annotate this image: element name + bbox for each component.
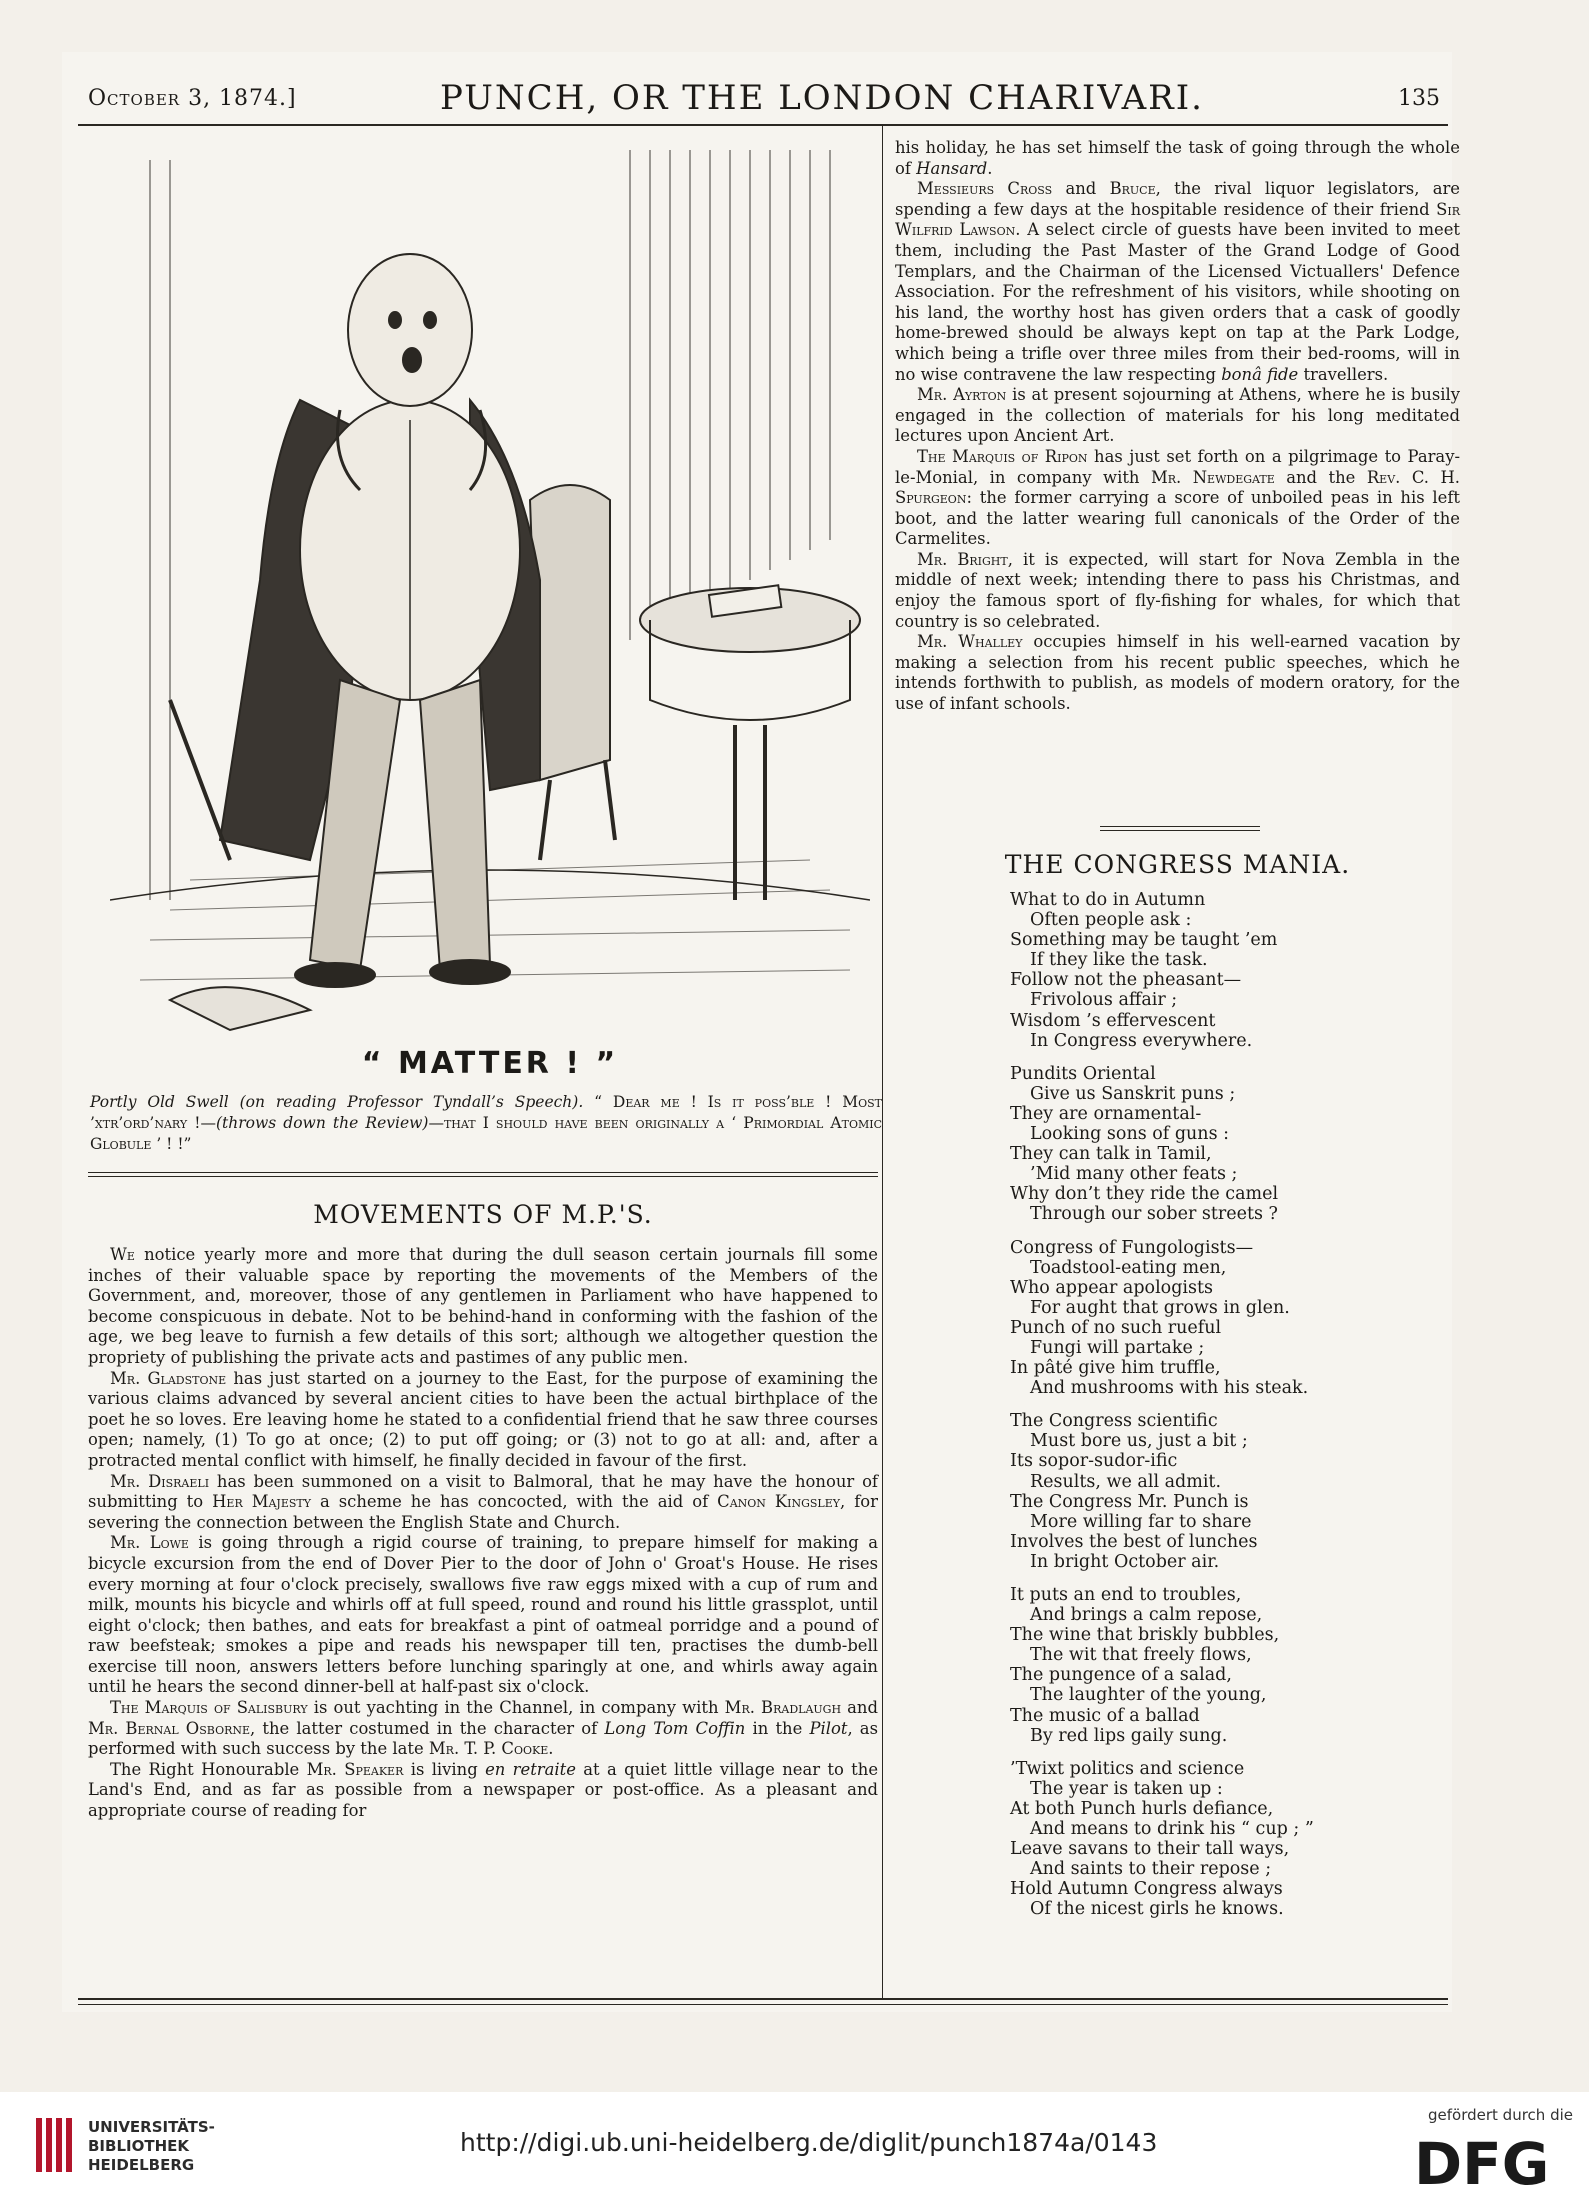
c4-newdegate: Mr. Newdegate [1150,467,1275,487]
c2-body-a: and [1065,179,1097,199]
header-title: PUNCH, OR THE LONDON CHARIVARI. [440,78,1204,118]
continued-para-5 [895,550,1460,632]
poem-line: And saints to their repose ; [1030,1859,1272,1880]
movements-para-5 [88,1698,878,1760]
p5-cooke: Mr. T. P. Cooke [428,1739,549,1759]
poem-line: Pundits Oriental [1010,1063,1156,1084]
p4-body: is going through a rigid course of training, to prepare himself for making a bicycle excursion from the end of Dover Pier to the door of John o' Groat's House. He rises every morning at four o'clock precisely, swallows five raw eggs mixed with a cup of rum and milk, mounts his bicycle and whirls off at full speed, round and round his little grassplot, until eight o'clock; then bathes, and eats for breakfast a pint of oatmeal porridge and a pound of raw beefsteak; smokes a pipe and reads his newspaper till ten, practises the dumb-bell exercise till noon, answers letters before lunching sparingly at one, and whirls away again until he hears the second dinner-bell at half-past six o'clock. [88,1533,878,1697]
page-bottom-rule [78,1998,1448,2000]
poem-title: THE CONGRESS MANIA. [1004,850,1351,879]
poem-stanza-2 [1010,1064,1430,1225]
caption-separator [88,1172,878,1173]
p5-body-b: and [847,1698,878,1718]
poem-line: Its sopor-sudor-ific [1010,1451,1178,1472]
poem-line: Leave savans to their tall ways, [1010,1839,1290,1860]
poem-line: Through our sober streets ? [1030,1204,1278,1225]
movements-title: MOVEMENTS OF M.P.'S. [313,1200,653,1229]
cartoon-title: “ MATTER ! ” [361,1046,619,1081]
caption-quote-a: “ Dear me ! Is it poss’ble ! Most ’xtr’ord’nary !— [90,1093,883,1132]
poem-stanza-1 [1010,890,1430,1051]
c2-body-d: travellers. [1303,364,1389,384]
caption-quote-b: —that I should have been originally a ‘ Primordial Atomic Globule ’ ! !” [90,1114,882,1153]
c2-lawson: Sir Wilfrid Lawson [895,199,1460,240]
p3-body-b: a scheme he has concocted, with the aid of [320,1492,709,1512]
library-line-3: HEIDELBERG [88,2156,195,2174]
poem-line: Give us Sanskrit puns ; [1030,1083,1236,1104]
p5-body-d: in the [752,1718,803,1738]
poem-line: Frivolous affair ; [1030,990,1178,1011]
p6-body-a: is living [410,1759,478,1779]
library-line-1: UNIVERSITÄTS- [88,2118,215,2136]
poem-line: Fungi will partake ; [1030,1337,1205,1358]
poem-line: Often people ask : [1030,910,1192,931]
poem-line: Why don’t they ride the camel [1010,1184,1279,1205]
poem-line: ’Mid many other feats ; [1030,1164,1238,1185]
c1-end: . [987,158,993,178]
c2-body-c: . A select circle of guests have been invited to meet them, including the Past Master of the Grand Lodge of Good Templars, and the Chairman of the Licensed Victuallers' Defence Association. For the refreshment of his visitors, while shooting on his land, the worthy host has given orders that a cask of goodly home-brewed should be always kept on tap at the Park Lodge, which being a trifle over three miles from their bed-rooms, will in no wise contravene the law respecting [895,220,1460,384]
p5-body-e: , as performed with such success by the late [88,1718,878,1759]
p1-lead: We [110,1245,135,1264]
continued-para-3 [895,385,1460,447]
c1-hansard: Hansard [916,158,988,178]
continued-para-2 [895,179,1460,385]
source-url[interactable]: http://digi.ub.uni-heidelberg.de/diglit/punch1874a/0143 [460,2128,1158,2157]
c2-lead: Messieurs Cross [917,179,1053,199]
poem-line: Looking sons of guns : [1030,1124,1230,1145]
poem-line: At both Punch hurls defiance, [1010,1798,1274,1819]
poem-line: They can talk in Tamil, [1010,1144,1212,1165]
c3-lead: Mr. Ayrton [917,385,1007,405]
p5-lead: The Marquis of Salisbury [110,1698,308,1718]
c4-body-a: has just set forth on a pilgrimage to Paray-le-Monial, in company with [895,446,1460,487]
poem-line: In Congress everywhere. [1030,1030,1253,1051]
c2-bona-fide: bonâ fide [1221,364,1299,384]
caption-stage-direction: (throws down the Review) [215,1114,429,1132]
poem-line: In pâté give him truffle, [1010,1358,1221,1379]
p3-lead: Mr. Disraeli [110,1471,210,1491]
c4-body-b: and the [1286,467,1356,487]
poem-stanza-3 [1010,1238,1430,1399]
poem-line: And brings a calm repose, [1030,1605,1263,1626]
poem-stanza-6 [1010,1759,1430,1920]
funded-by-label: gefördert durch die [1428,2106,1573,2124]
movements-para-3 [88,1472,878,1534]
poem-line: By red lips gaily sung. [1030,1725,1228,1746]
p3-kingsley: Canon Kingsley [717,1492,841,1512]
poem-line: ’Twixt politics and science [1010,1758,1245,1779]
university-library-logo-icon [36,2118,76,2172]
poem-line: Of the nicest girls he knows. [1030,1899,1284,1920]
poem-line: The Congress Mr. Punch is [1010,1491,1249,1512]
header-page-number: 135 [1398,86,1440,111]
c6-body: occupies himself in his well-earned vacation by making a selection from his recent public speeches, which he intends forthwith to publish, as models of modern oratory, for the use of infant schools. [895,632,1460,714]
movements-para-6 [88,1760,878,1822]
poem-body [1010,890,1430,1933]
c6-lead: Mr. Whalley [917,632,1023,652]
continued-para-4 [895,447,1460,550]
poem-line: Follow not the pheasant— [1010,970,1242,991]
p6-speaker: Mr. Speaker [306,1759,404,1779]
dfg-logo-text: DFG [1414,2130,1550,2194]
poem-line: Wisdom ’s effervescent [1010,1010,1216,1031]
poem-stanza-5 [1010,1585,1430,1746]
p6-lead: The Right Honourable [110,1759,300,1779]
page-bottom-rule-2 [78,2004,1448,2005]
movements-continued [895,138,1460,715]
p5-body-c: , the latter costumed in the character of [250,1718,598,1738]
poem-line: The pungence of a salad, [1010,1665,1232,1686]
poem-line: Toadstool-eating men, [1030,1257,1227,1278]
movements-para-1 [88,1245,878,1369]
poem-line: Results, we all admit. [1030,1471,1222,1492]
poem-line: If they like the task. [1030,950,1208,971]
poem-line: And mushrooms with his steak. [1030,1378,1309,1399]
poem-line: The year is taken up : [1030,1778,1223,1799]
p5-bradlaugh: Mr. Bradlaugh [724,1698,842,1718]
poem-line: The laughter of the young, [1030,1685,1267,1706]
poem-line: The wine that briskly bubbles, [1010,1625,1280,1646]
poem-line: Congress of Fungologists— [1010,1237,1254,1258]
c2-bruce: Bruce [1109,179,1156,199]
dfg-logo-icon [1410,2128,1570,2194]
p5-body-f: . [548,1739,554,1759]
p6-en-retraite: en retraite [485,1759,576,1779]
library-name [88,2118,215,2175]
c4-body-c: : the former carrying a score of unboiled peas in his left boot, and the latter wearing full canonicals of the Order of the Carmelites. [895,488,1460,549]
c2-body-b: , the rival liquor legislators, are spending a few days at the hospitable residence of their friend [895,179,1460,219]
poem-line: The Congress scientific [1010,1411,1218,1432]
movements-para-4 [88,1533,878,1698]
continued-para-1 [895,138,1460,179]
poem-line: The wit that freely flows, [1030,1645,1252,1666]
column-divider [882,126,883,1998]
p5-osborne: Mr. Bernal Osborne [88,1718,251,1738]
c4-spurgeon: Rev. C. H. Spurgeon [895,467,1460,508]
poem-line: In bright October air. [1030,1551,1220,1572]
p4-lead: Mr. Lowe [110,1533,189,1553]
poem-line: They are ornamental- [1010,1103,1202,1124]
p6-body-b: at a quiet little village near to the Land's End, and as far as possible from a newspaper or post-office. As a pleasant and appropriate course of reading for [88,1759,879,1821]
caption-speaker: Portly Old Swell [90,1093,229,1111]
cartoon-caption [90,1092,882,1155]
p3-body-a: has been summoned on a visit to Balmoral, that he may have the honour of submitting to [88,1471,878,1512]
p2-lead: Mr. Gladstone [110,1368,227,1388]
poem-line: For aught that grows in glen. [1030,1297,1290,1318]
library-line-2: BIBLIOTHEK [88,2137,189,2155]
caption-separator-2 [88,1176,878,1177]
movements-para-2 [88,1369,878,1472]
header-date: October 3, 1874.] [88,86,297,111]
poem-line: And means to drink his “ cup ; ” [1030,1819,1314,1840]
poem-line: Punch of no such rueful [1010,1317,1222,1338]
continued-para-6 [895,632,1460,714]
poem-stanza-4 [1010,1411,1430,1572]
p3-majesty: Her Majesty [212,1492,312,1512]
p2-body: has just started on a journey to the East, for the purpose of examining the various claims advanced by several ancient cities to have been the actual birthplace of the poet he so loves. Ere leaving home he stated to a confidential friend that he saw three courses open; namely, (1) To go at once; (2) to put off going; or (3) not to go at all: and, after a protracted mental conflict with himself, he finally decided in favour of the first. [88,1368,878,1470]
c4-lead: The Marquis of Ripon [917,446,1088,466]
poem-line: Involves the best of lunches [1010,1531,1258,1552]
poem-separator-2 [1100,830,1260,831]
p5-long-tom-coffin: Long Tom Coffin [604,1718,746,1738]
c3-body: is at present sojourning at Athens, where he is busily engaged in the collection of materials for his long meditated lectures upon Ancient Art. [895,385,1461,446]
c5-body: , it is expected, will start for Nova Zembla in the middle of next week; intending there to pass his Christmas, and enjoy the famous sport of fly-fishing for whales, for which that country is so celebrated. [895,549,1460,631]
header-rule [78,124,1448,126]
p1-body: notice yearly more and more that during the dull season certain journals fill some inches of their valuable space by reporting the movements of the Members of the Government, and, moreover, those of any gentlemen in Parliament who have happened to become conspicuous in debate. Not to be behind-hand in conforming with the fashion of the age, we beg leave to furnish a few details of this sort; although we altogether question the propriety of publishing the private acts and pastimes of any public men. [88,1245,878,1367]
poem-line: It puts an end to troubles, [1010,1585,1242,1605]
poem-line: Hold Autumn Congress always [1010,1879,1283,1900]
caption-speaker-note: (on reading Professor Tyndall’s Speech). [239,1093,584,1111]
poem-line: Must bore us, just a bit ; [1030,1431,1248,1452]
c1-body: his holiday, he has set himself the task of going through the whole of [895,138,1460,178]
movements-article [88,1245,878,1822]
poem-separator [1100,826,1260,827]
poem-line: More willing far to share [1030,1511,1252,1532]
p3-body-c: , for severing the connection between the English State and Church. [88,1492,879,1532]
poem-line: Something may be taught ’em [1010,930,1278,951]
poem-line: Who appear apologists [1010,1277,1214,1298]
p5-pilot: Pilot [809,1718,848,1738]
poem-line: The music of a ballad [1010,1705,1200,1726]
poem-line: What to do in Autumn [1010,890,1206,910]
p5-body-a: is out yachting in the Channel, in company with [313,1698,719,1718]
c5-lead: Mr. Bright [917,549,1008,569]
cartoon-illustration [110,140,870,1050]
